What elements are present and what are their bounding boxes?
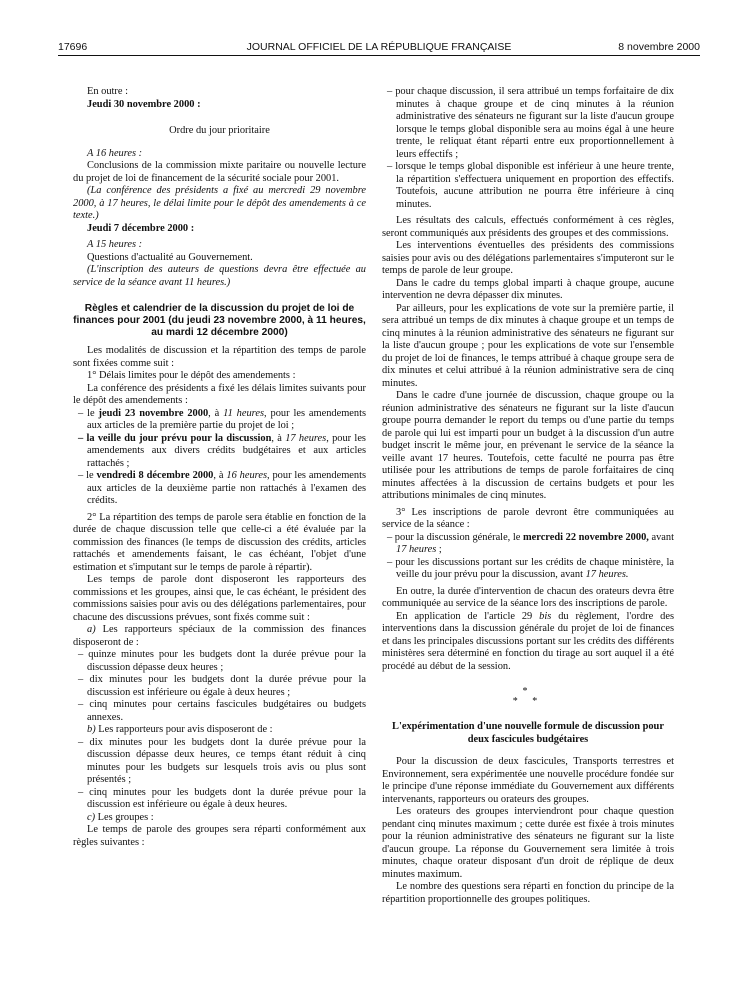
date-jeudi-7: Jeudi 7 décembre 2000 :: [87, 222, 195, 234]
rapporteurs-avis: b) Les rapporteurs pour avis disposeront de :: [87, 724, 273, 735]
section-title-experimentation: L'expérimentation d'une nouvelle formule de discussion pour deux fascicules budgétaires: [392, 721, 664, 745]
delai-item-1: – le jeudi 23 novembre 2000, à 11 heures, pour les amendements aux articles de la première partie du projet de loi ;: [78, 407, 367, 431]
point-1: 1° Délais limites pour le dépôt des amendements :: [87, 370, 296, 381]
conference-delais: La conférence des présidents a fixé les délais limites suivants pour le dépôt des amendements :: [73, 382, 366, 406]
regle-item-2: – lorsque le temps global disponible est inférieur à une heure trente, la répartition s'effectuera uniquement en proportion des effectifs. Toutefois, aucune attribution ne pourra être inférieure à cinq minutes.: [387, 161, 674, 210]
separator-stars: [382, 687, 674, 707]
journee-text: Dans le cadre d'une journée de discussion, chaque groupe ou la réunion administrative des sénateurs ne figurant sur la liste d'aucun groupe pourra demander le report du temps ou d'une partie du temps de parole qui lui est imparti pour un budget à la discussion d'un autre budget inscrit le même jour, en prévenant le service de la séance la veille avant 17 heures. Toutefois, cette faculté ne pourra pas être utilisée pour les attributions de temps de parole forfaitaires de cinq minutes affectées à la discussion de certains budgets et pour les attributions minimales de cinq minutes.: [382, 390, 674, 501]
delai-item-3: – le vendredi 8 décembre 2000, à 16 heures, pour les amendements aux articles de la deuxième partie non rattachés à l'examen des crédits.: [78, 470, 367, 506]
page-number: 17696: [58, 41, 88, 53]
list-item-a1: – quinze minutes pour les budgets dont la durée prévue pour la discussion dépasse deux heures ;: [78, 649, 366, 673]
ordre-du-jour: Ordre du jour prioritaire: [169, 125, 270, 136]
resultats-text: Les résultats des calculs, effectués conformément à ces règles, seront communiqués aux présidents des groupes et des commissions.: [382, 215, 674, 239]
left-column: [73, 86, 366, 849]
nombre-text: Le nombre des questions sera réparti en fonction du principe de la répartition proportionnelle des groupes politiques.: [382, 881, 674, 905]
fascicules-text: Pour la discussion de deux fascicules, Transports terrestres et Environnement, sera expérimentée une nouvelle procédure fondée sur le principe d'une réponse immédiate du Gouvernement aux différents intervenants, rapporteurs ou orateurs des groupes.: [382, 756, 674, 805]
point-2: 2° La répartition des temps de parole sera établie en fonction de la durée de chaque discussion telle que celle-ci a été évaluée par la commission des finances (le temps de discussion des crédits, articles rattachés et amendements faisant, le cas échéant, l'objet d'une estimation et s'imputant sur le temps de parole à répartir).: [73, 511, 366, 573]
inscription-note: (L'inscription des auteurs de questions devra être effectuée au service de la séance avant 11 heures.): [73, 264, 366, 288]
modalites-text: Les modalités de discussion et la répartition des temps de parole sont fixées comme suit :: [73, 345, 366, 369]
en-outre: En outre :: [87, 86, 128, 97]
orateurs-text: Les orateurs des groupes interviendront pour chaque question pendant cinq minutes maximum ; cette durée est fixée à trois minutes pour la réunion administrative des sénateurs ne figurant sur la liste d'aucun groupe. La réponse du Gouvernement sera limitée à trois minutes, chaque orateur disposant d'un droit de réplique de deux minutes maximum.: [382, 806, 674, 880]
conference-note: (La conférence des présidents a fixé au mercredi 29 novembre 2000, à 17 heures, le délai limite pour le dépôt des amendements à ce texte.): [73, 185, 366, 221]
right-column: [382, 86, 674, 906]
inscription-item-2: – pour les discussions portant sur les crédits de chaque ministère, la veille du jour prévu pour la discussion, avant 17 heures.: [387, 556, 674, 580]
groupes-label: c) Les groupes :: [87, 811, 154, 823]
star-bottom: * *: [512, 696, 544, 707]
point-3: 3° Les inscriptions de parole devront être communiquées au service de la séance :: [382, 506, 674, 530]
regle-item-1: – pour chaque discussion, il sera attribué un temps forfaitaire de dix minutes à chaque groupe et de cinq minutes à la réunion administrative des sénateurs ne figurant sur la liste d'aucun groupe lorsque le temps global disponible sera au moins égal à une heure trente, le reliquat étant réparti entre eux proportionnellement à leurs effectifs ;: [387, 86, 674, 160]
issue-date: 8 novembre 2000: [618, 41, 700, 53]
rapporteurs-speciaux: a) Les rapporteurs spéciaux de la commission des finances disposeront de :: [73, 624, 366, 648]
list-item-a3: – cinq minutes pour certains fascicules budgétaires ou budgets annexes.: [78, 699, 366, 723]
interventions-text: Les interventions éventuelles des présidents des commissions saisies pour avis ou des délégations parlementaires s'imputeront sur le temps de parole de leur groupe.: [382, 240, 674, 276]
list-item-a2: – dix minutes pour les budgets dont la durée prévue pour la discussion est inférieure ou égale à deux heures ;: [78, 674, 366, 698]
ailleurs-text: Par ailleurs, pour les explications de vote sur la première partie, il sera attribué un temps de dix minutes à chaque groupe et un temps de cinq minutes à la réunion administrative des sénateurs ne figurant sur la liste d'aucun groupe ; pour les explications de vote sur l'ensemble du projet de loi de finances, le temps attribué à chaque groupe sera de dix minutes et celui attribué à la réunion administrative sera de cinq minutes.: [382, 302, 674, 389]
questions-text: Questions d'actualité au Gouvernement.: [87, 251, 253, 263]
outre-text: En outre, la durée d'intervention de chacun des orateurs devra être communiquée au service de la séance lors des inscriptions de parole.: [382, 585, 674, 609]
application-text: En application de l'article 29 bis du règlement, l'ordre des interventions dans la discussion générale du projet de loi de finances et dans les principales discussions portant sur les crédits des différents ministères sera déterminé en fonction du tirage au sort auquel il a été procédé au début de la session.: [382, 610, 674, 672]
section-title-regles: Règles et calendrier de la discussion du projet de loi de finances pour 2001 (du jeudi 23 novembre 2000, à 11 heures, au mardi 12 décembre 2000): [73, 303, 366, 338]
groupes-text: Le temps de parole des groupes sera réparti conformément aux règles suivantes :: [73, 824, 366, 848]
temps-parole-text: Les temps de parole dont disposeront les rapporteurs des commissions et les groupes, ainsi que, le cas échéant, le président des commissions saisies pour avis ou des délégations parlementaires, pour chacune des discussions prévues, sont fixés comme suit :: [73, 574, 366, 623]
list-item-b2: – cinq minutes pour les budgets dont la durée prévue pour la discussion est inférieure ou égale à deux heures.: [78, 786, 366, 810]
page-header: [58, 37, 700, 53]
header-rule: [58, 55, 700, 56]
delai-item-2: – la veille du jour prévu pour la discussion, à 17 heures, pour les amendements aux divers crédits budgétaires et aux articles rattachés ;: [78, 432, 366, 469]
time-15h: A 15 heures :: [87, 239, 143, 250]
cadre-text: Dans le cadre du temps global imparti à chaque groupe, aucune intervention ne devra dépasser dix minutes.: [382, 277, 674, 301]
star-top: *: [522, 686, 534, 697]
date-jeudi-30: Jeudi 30 novembre 2000 :: [87, 98, 201, 110]
journal-title: JOURNAL OFFICIEL DE LA RÉPUBLIQUE FRANÇAISE: [246, 41, 512, 53]
conclusions-text: Conclusions de la commission mixte paritaire ou nouvelle lecture du projet de loi de financement de la sécurité sociale pour 2001.: [73, 160, 366, 184]
inscription-item-1: – pour la discussion générale, le mercredi 22 novembre 2000, avant 17 heures ;: [387, 531, 674, 555]
time-16h: A 16 heures :: [87, 147, 143, 159]
list-item-b1: – dix minutes pour les budgets dont la durée prévue pour la discussion dépasse deux heures, ce temps étant réduit à cinq minutes pour les budgets sur lesquels trois avis ou plus sont présentés ;: [78, 736, 366, 785]
